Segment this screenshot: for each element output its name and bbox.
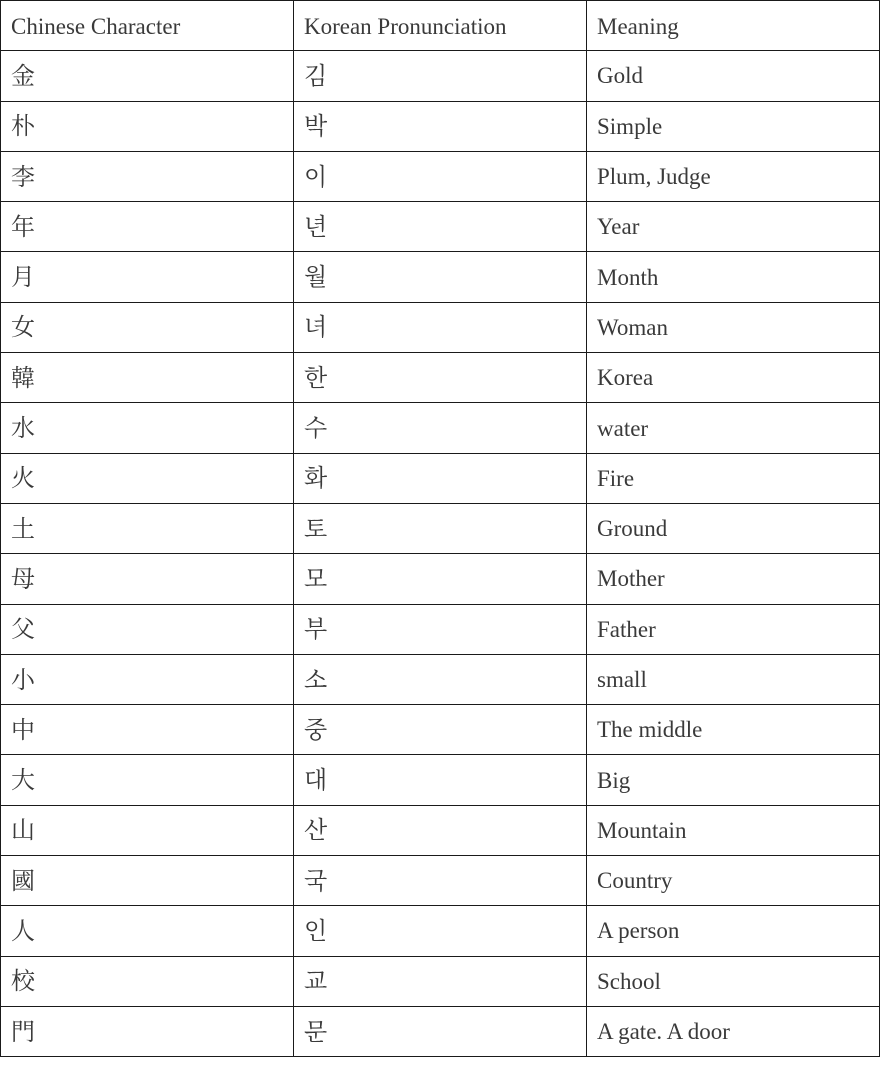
- meaning-cell: Gold: [587, 51, 880, 101]
- chinese-character-cell: 中: [1, 705, 294, 755]
- meaning-cell: The middle: [587, 705, 880, 755]
- header-meaning: Meaning: [587, 1, 880, 51]
- meaning-cell: Mountain: [587, 805, 880, 855]
- meaning-cell: Month: [587, 252, 880, 302]
- table-body: [1, 51, 880, 1057]
- korean-pronunciation-cell: 인: [294, 906, 587, 956]
- table-header-row: [1, 1, 880, 51]
- meaning-cell: Korea: [587, 353, 880, 403]
- korean-pronunciation-cell: 월: [294, 252, 587, 302]
- table-row: [1, 302, 880, 352]
- meaning-cell: Ground: [587, 503, 880, 553]
- table-row: [1, 755, 880, 805]
- header-korean-pronunciation: Korean Pronunciation: [294, 1, 587, 51]
- header-chinese-character: Chinese Character: [1, 1, 294, 51]
- meaning-cell: School: [587, 956, 880, 1006]
- chinese-character-cell: 月: [1, 252, 294, 302]
- table-row: [1, 956, 880, 1006]
- table-row: [1, 554, 880, 604]
- korean-pronunciation-cell: 모: [294, 554, 587, 604]
- chinese-character-cell: 大: [1, 755, 294, 805]
- chinese-character-cell: 李: [1, 151, 294, 201]
- meaning-cell: A person: [587, 906, 880, 956]
- korean-pronunciation-cell: 녀: [294, 302, 587, 352]
- chinese-character-cell: 山: [1, 805, 294, 855]
- meaning-cell: Father: [587, 604, 880, 654]
- table-row: [1, 202, 880, 252]
- chinese-character-cell: 校: [1, 956, 294, 1006]
- chinese-character-cell: 小: [1, 654, 294, 704]
- korean-pronunciation-cell: 이: [294, 151, 587, 201]
- chinese-character-cell: 年: [1, 202, 294, 252]
- meaning-cell: Plum, Judge: [587, 151, 880, 201]
- table-row: [1, 353, 880, 403]
- table-row: [1, 101, 880, 151]
- korean-pronunciation-cell: 국: [294, 856, 587, 906]
- meaning-cell: Fire: [587, 453, 880, 503]
- chinese-character-cell: 朴: [1, 101, 294, 151]
- chinese-character-cell: 火: [1, 453, 294, 503]
- chinese-character-cell: 水: [1, 403, 294, 453]
- chinese-character-cell: 土: [1, 503, 294, 553]
- chinese-character-cell: 門: [1, 1006, 294, 1056]
- meaning-cell: Mother: [587, 554, 880, 604]
- korean-pronunciation-cell: 중: [294, 705, 587, 755]
- table-row: [1, 654, 880, 704]
- meaning-cell: Year: [587, 202, 880, 252]
- korean-pronunciation-cell: 한: [294, 353, 587, 403]
- korean-pronunciation-cell: 산: [294, 805, 587, 855]
- meaning-cell: Big: [587, 755, 880, 805]
- table-row: [1, 1006, 880, 1056]
- korean-pronunciation-cell: 대: [294, 755, 587, 805]
- korean-pronunciation-cell: 토: [294, 503, 587, 553]
- chinese-character-cell: 國: [1, 856, 294, 906]
- table-row: [1, 604, 880, 654]
- korean-pronunciation-cell: 문: [294, 1006, 587, 1056]
- chinese-character-cell: 母: [1, 554, 294, 604]
- table-row: [1, 151, 880, 201]
- meaning-cell: Woman: [587, 302, 880, 352]
- chinese-character-cell: 女: [1, 302, 294, 352]
- korean-pronunciation-cell: 부: [294, 604, 587, 654]
- meaning-cell: small: [587, 654, 880, 704]
- meaning-cell: A gate. A door: [587, 1006, 880, 1056]
- meaning-cell: Simple: [587, 101, 880, 151]
- table-row: [1, 252, 880, 302]
- korean-pronunciation-cell: 년: [294, 202, 587, 252]
- table-row: [1, 503, 880, 553]
- table-row: [1, 705, 880, 755]
- table-row: [1, 805, 880, 855]
- table-row: [1, 51, 880, 101]
- korean-pronunciation-cell: 화: [294, 453, 587, 503]
- table-row: [1, 453, 880, 503]
- chinese-character-cell: 父: [1, 604, 294, 654]
- meaning-cell: Country: [587, 856, 880, 906]
- chinese-character-cell: 人: [1, 906, 294, 956]
- table-row: [1, 856, 880, 906]
- korean-pronunciation-cell: 박: [294, 101, 587, 151]
- chinese-character-cell: 韓: [1, 353, 294, 403]
- table-row: [1, 403, 880, 453]
- meaning-cell: water: [587, 403, 880, 453]
- korean-pronunciation-cell: 소: [294, 654, 587, 704]
- korean-pronunciation-cell: 김: [294, 51, 587, 101]
- chinese-character-cell: 金: [1, 51, 294, 101]
- korean-pronunciation-cell: 수: [294, 403, 587, 453]
- korean-pronunciation-cell: 교: [294, 956, 587, 1006]
- table-row: [1, 906, 880, 956]
